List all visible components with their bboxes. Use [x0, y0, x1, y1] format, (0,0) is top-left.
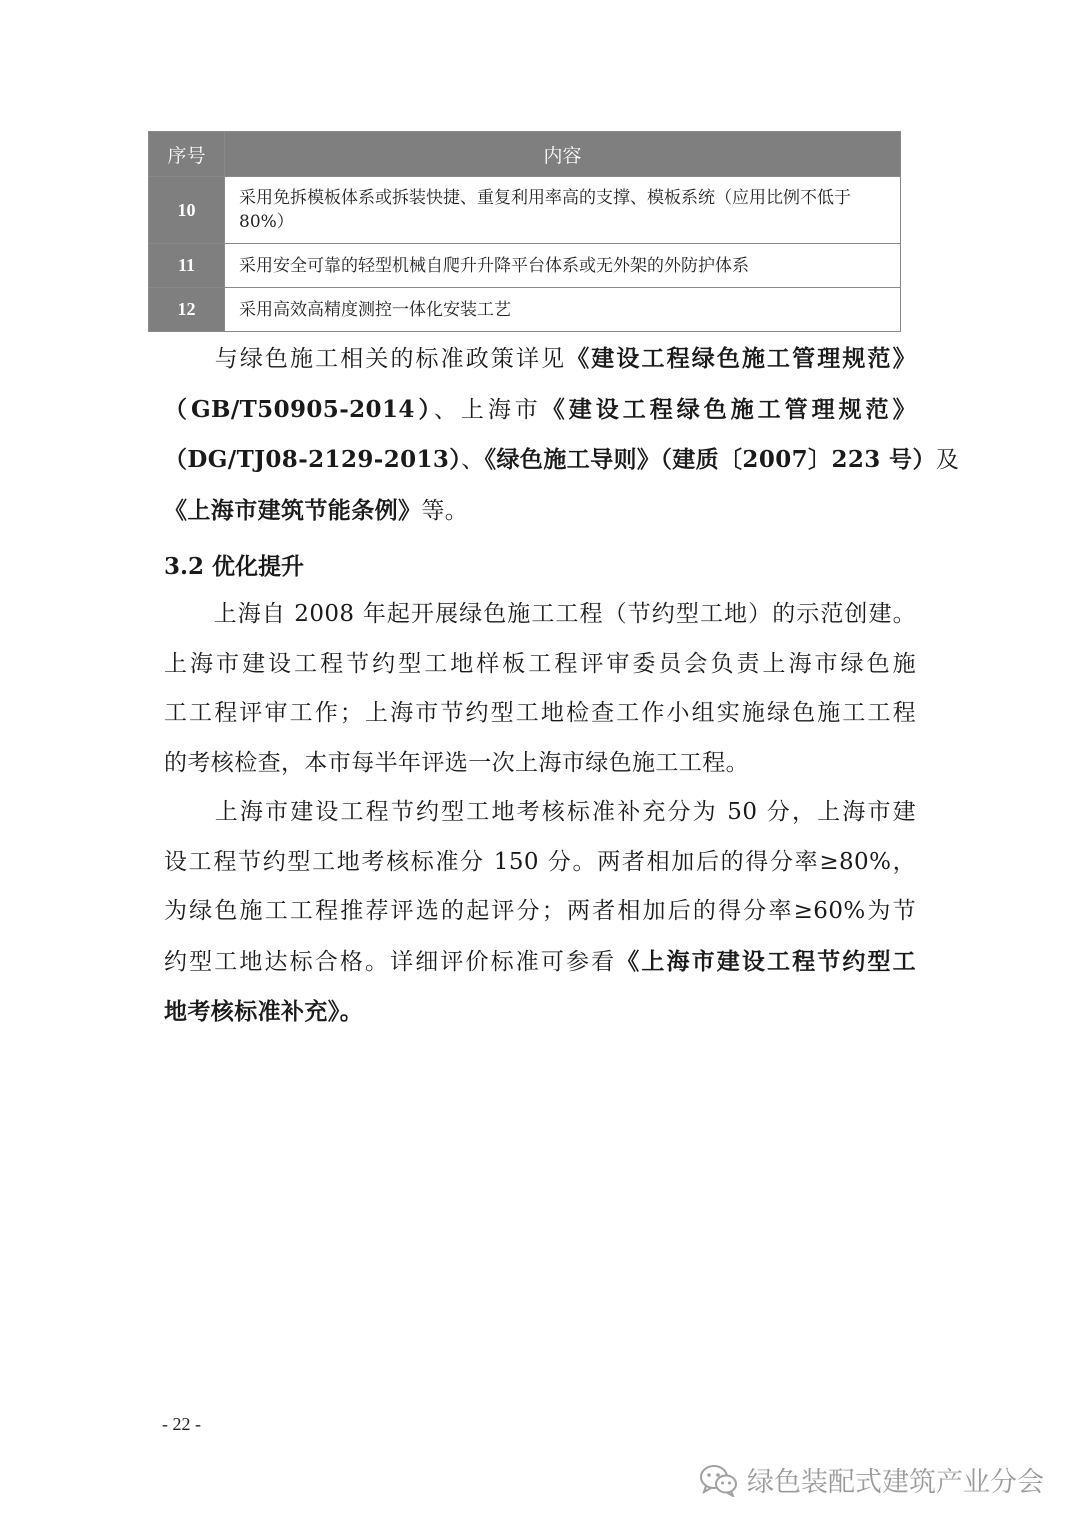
paragraph-line: 上海市建设工程节约型工地样板工程评审委员会负责上海市绿色施	[164, 650, 916, 677]
table-row	[149, 177, 901, 244]
paragraph-line	[164, 385, 916, 436]
standard-title: 《绿色施工导则》	[484, 446, 661, 473]
table-row	[149, 288, 901, 332]
standards-paragraph	[164, 334, 960, 536]
paragraph-line	[164, 987, 916, 1038]
watermark-text: 绿色装配式建筑产业分会	[747, 1467, 1044, 1498]
paragraph-line	[164, 937, 916, 988]
watermark	[699, 1460, 1044, 1499]
standard-code: （建质〔2007〕223 号）	[660, 446, 936, 473]
paragraph-line: 的考核检查，本市每半年评选一次上海市绿色施工工程。	[164, 749, 749, 776]
paragraph-line	[164, 334, 916, 385]
text-run: 与绿色施工相关的标准政策详见	[213, 346, 567, 372]
table-header-row	[149, 132, 901, 177]
standard-title: 《建设工程绿色施工管理规范》	[541, 395, 917, 423]
text-run: 上海市建设工程节约型工地考核标准补充分为 50 分，上海市建	[213, 799, 916, 825]
row-seq: 12	[149, 288, 225, 332]
row-content: 采用高效高精度测控一体化安装工艺	[225, 288, 901, 332]
text-run: 等。	[421, 497, 469, 524]
standard-title: 地考核标准补充》。	[164, 998, 364, 1025]
standard-code: （GB/T50905-2014）	[164, 395, 434, 423]
paragraph-line: 工工程评审工作；上海市节约型工地检查工作小组实施绿色施工工程	[164, 700, 916, 726]
row-seq: 11	[149, 244, 225, 288]
wechat-icon	[699, 1463, 739, 1497]
paragraph-line	[164, 590, 916, 640]
standard-title: 《建设工程绿色施工管理规范》	[566, 345, 916, 372]
row-seq: 10	[149, 177, 225, 244]
page-number: - 22 -	[162, 1414, 201, 1434]
section-heading: 3.2 优化提升	[164, 553, 305, 580]
header-seq: 序号	[149, 132, 225, 177]
text-run: 、	[461, 447, 485, 473]
paragraph-line	[164, 435, 960, 486]
paragraph-line: 为绿色施工工程推荐评选的起评分；两者相加后的得分率≥60%为节	[164, 898, 916, 924]
standard-title: 《上海市建设工程节约型工	[616, 947, 916, 975]
paragraph-line	[164, 788, 916, 838]
standard-title: 《上海市建筑节能条例》	[164, 496, 422, 524]
row-content: 采用安全可靠的轻型机械自爬升升降平台体系或无外架的外防护体系	[225, 244, 901, 288]
intro-paragraph	[164, 590, 916, 788]
text-run: 约型工地达标合格。详细评价标准可参看	[164, 948, 617, 975]
paragraph-line	[164, 486, 916, 537]
text-run: 上海自 2008 年起开展绿色施工工程（节约型工地）的示范创建。	[213, 601, 916, 627]
text-run: 、上海市	[433, 396, 542, 423]
measures-table	[148, 131, 901, 332]
scoring-paragraph	[164, 788, 916, 1038]
paragraph-line: 设工程节约型工地考核标准分 150 分。两者相加后的得分率≥80%，	[164, 848, 916, 875]
standard-code: （DG/TJ08-2129-2013）	[164, 446, 462, 473]
header-content: 内容	[225, 132, 901, 177]
text-run: 及	[935, 447, 960, 473]
row-content: 采用免拆模板体系或拆装快捷、重复利用率高的支撑、模板系统（应用比例不低于 80%）	[225, 177, 901, 244]
table-row	[149, 244, 901, 288]
